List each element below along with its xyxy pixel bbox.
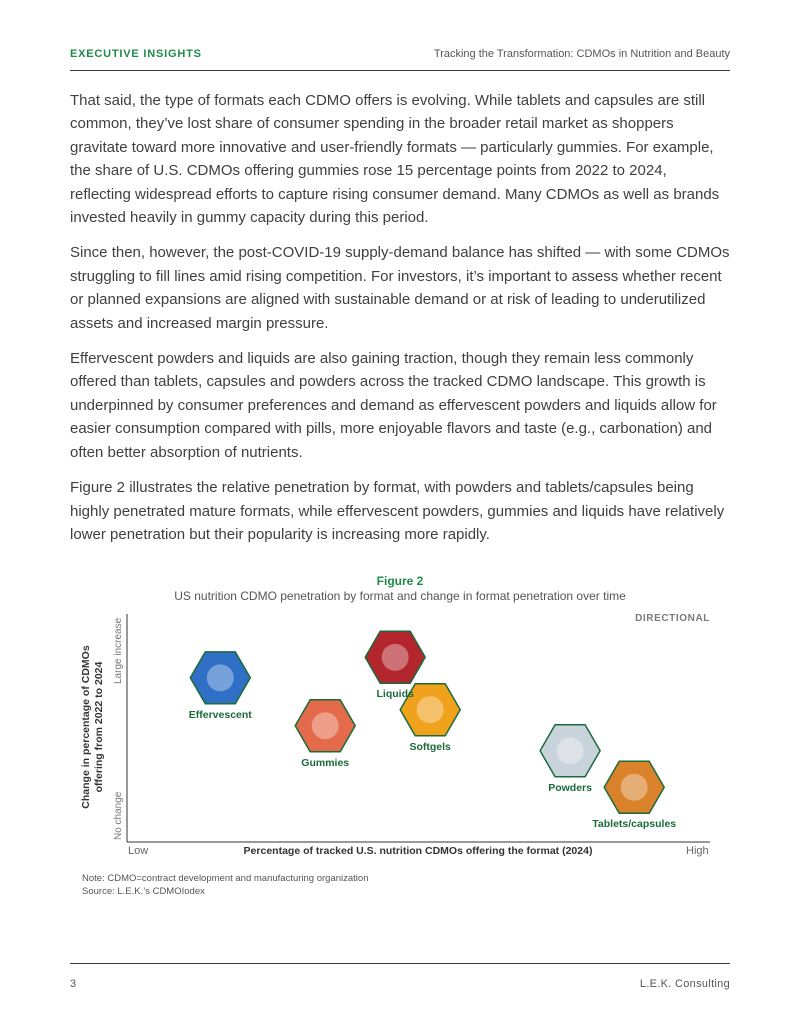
- note-line: Note: CDMO=contract development and manufacturing organization: [82, 873, 369, 884]
- data-point: [540, 725, 600, 777]
- figure-label: Figure 2: [376, 574, 424, 588]
- marker-highlight: [621, 774, 648, 801]
- y-axis-label-line2: offering from 2022 to 2024: [93, 661, 105, 793]
- document-title: Tracking the Transformation: CDMOs in Nutrition and Beauty: [433, 48, 730, 60]
- marker-highlight: [417, 696, 444, 723]
- page-number: 3: [70, 978, 77, 990]
- paragraph: Effervescent powders and liquids are also gaining traction, though they remain less commonly offered than tablets, capsules and powders across the tracked CDMO landscape. This growth is underpinned by consumer preferences and demand as effervescent powders and liquids allow for easier consumption compared with pills, more enjoyable flavors and taste (e.g., carbonation) and often better absorption of nutrients.: [70, 350, 717, 461]
- data-point: [365, 631, 425, 683]
- x-tick-low: Low: [128, 845, 149, 857]
- figure-subtitle: US nutrition CDMO penetration by format and change in format penetration over time: [174, 589, 626, 603]
- y-tick-large-increase: Large increase: [113, 617, 124, 684]
- directional-tag: DIRECTIONAL: [635, 613, 710, 624]
- point-label: Powders: [548, 781, 592, 794]
- points-layer: [190, 631, 664, 813]
- point-label: Gummies: [301, 756, 350, 769]
- firm-name: L.E.K. Consulting: [639, 978, 730, 990]
- paragraph: Figure 2 illustrates the relative penetration by format, with powders and tablets/capsules being highly penetrated mature formats, while effervescent powders, gummies and liquids have relatively lower penetration but their popularity is increasing more rapidly.: [70, 479, 725, 543]
- x-axis-label: Percentage of tracked U.S. nutrition CDMOs offering the format (2024): [243, 845, 593, 857]
- point-label: Softgels: [409, 740, 451, 753]
- marker-highlight: [382, 644, 409, 671]
- marker-highlight: [312, 712, 339, 739]
- marker-highlight: [557, 737, 584, 764]
- point-label: Effervescent: [188, 708, 252, 721]
- data-point: [190, 652, 250, 704]
- paragraph: Since then, however, the post-COVID-19 supply-demand balance has shifted — with some CDMOs struggling to fill lines amid rising competition. For investors, it’s important to assess whether recent or planned expansions are aligned with sustainable demand or at risk of leading to underutilized assets and increased margin pressure.: [70, 244, 730, 332]
- y-tick-no-change: No change: [113, 791, 124, 840]
- data-point: [604, 761, 664, 813]
- x-tick-high: High: [686, 845, 709, 857]
- footer-rule: [70, 963, 730, 964]
- paragraph: That said, the type of formats each CDMO offers is evolving. While tablets and capsules are still common, they’ve lost share of consumer spending in the broader retail market as shoppers gravitate toward more innovative and user-friendly formats — particularly gummies. For example, the share of U.S. CDMOs offering gummies rose 15 percentage points from 2022 to 2024, reflecting widespread efforts to capture rising consumer demand. Many CDMOs as well as brands invested heavily in gummy capacity during this period.: [70, 92, 720, 227]
- source-line: Source: L.E.K.’s CDMOIodex: [82, 885, 205, 897]
- point-label: Liquids: [376, 688, 414, 701]
- marker-highlight: [207, 664, 234, 691]
- point-label: Tablets/capsules: [592, 818, 677, 831]
- y-axis-label-line1: Change in percentage of CDMOs: [80, 645, 92, 809]
- figure-note: [82, 873, 368, 898]
- section-label: EXECUTIVE INSIGHTS: [70, 48, 202, 60]
- data-point: [295, 700, 355, 752]
